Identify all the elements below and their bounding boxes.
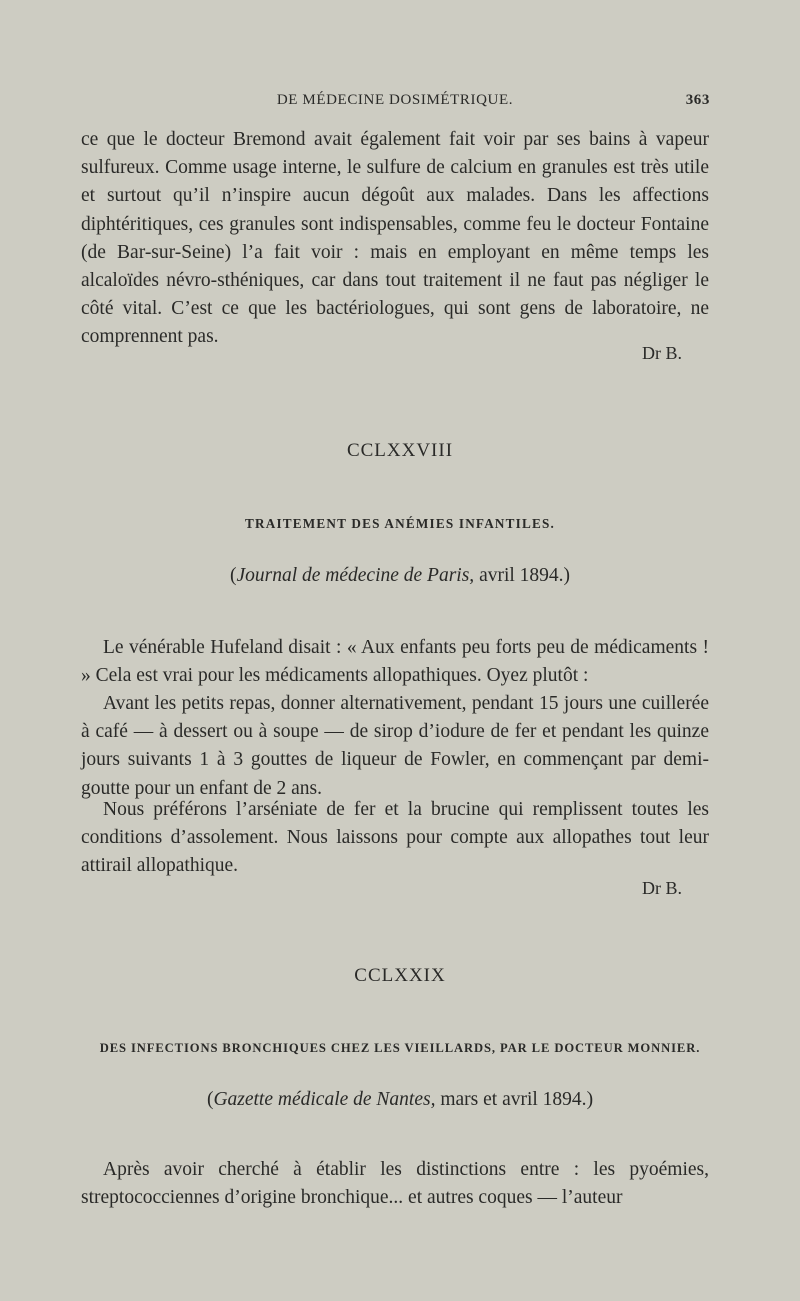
source-journal: Journal de médecine de Paris, bbox=[236, 565, 475, 586]
running-title: DE MÉDECINE DOSIMÉTRIQUE. bbox=[276, 92, 514, 108]
section-source: (Journal de médecine de Paris, avril 1894.) bbox=[229, 565, 571, 586]
section-numeral: CCLXXVIII bbox=[346, 440, 454, 461]
paragraph: Avant les petits repas, donner alternativement, pendant 15 jours une cuillerée à café — à dessert ou à soupe — de sirop d’iodure de fer et pendant les quinze jours suivants 1 à 3 gouttes de liqueur de Fowler, en commençant par demi-goutte pour un enfant de 2 ans. bbox=[81, 693, 709, 799]
source-date: avril 1894. bbox=[479, 565, 564, 586]
page-number: 363 bbox=[685, 92, 710, 108]
section-numeral: CCLXXIX bbox=[354, 965, 446, 986]
section-heading: DES INFECTIONS BRONCHIQUES CHEZ LES VIEILLARDS, PAR LE DOCTEUR MONNIER. bbox=[99, 1041, 701, 1055]
source-journal: Gazette médicale de Nantes, bbox=[213, 1089, 436, 1110]
paragraph-continued: ce que le docteur Bremond avait également fait voir par ses bains à vapeur sulfureux. Comme usage interne, le sulfure de calcium en granules est très utile et surtout qu’il n’inspire aucun dégoût aux malades. Dans les affections diphtéritiques, ces granules sont indispensables, comme feu le docteur Fontaine (de Bar-sur-Seine) l’a fait voir : mais en employant en même temps les alcaloïdes névro-sthéniques, car dans tout traitement il ne faut pas négliger le côté vital. C’est ce que les bactériologues, qui sont gens de laboratoire, ne comprennent pas. bbox=[81, 129, 709, 348]
running-head bbox=[80, 92, 710, 112]
section-source: (Gazette médicale de Nantes, mars et avril 1894.) bbox=[206, 1089, 594, 1110]
source-date: mars et avril 1894. bbox=[440, 1089, 587, 1110]
paragraph: Après avoir cherché à établir les distinctions entre : les pyoémies, streptococciennes d’origine bronchique... et autres coques — l’auteur bbox=[81, 1159, 709, 1209]
paragraph: Nous préférons l’arséniate de fer et la brucine qui remplissent toutes les conditions d’assolement. Nous laissons pour compte aux allopathes tout leur attirail allopathique. bbox=[81, 799, 709, 877]
signature: Dr B. bbox=[642, 878, 682, 898]
signature: Dr B. bbox=[642, 343, 682, 363]
section-heading: TRAITEMENT DES ANÉMIES INFANTILES. bbox=[245, 516, 555, 531]
paragraph: Le vénérable Hufeland disait : « Aux enfants peu forts peu de médicaments ! » Cela est vrai pour les médicaments allopathiques. Oyez plutôt : bbox=[81, 637, 709, 687]
